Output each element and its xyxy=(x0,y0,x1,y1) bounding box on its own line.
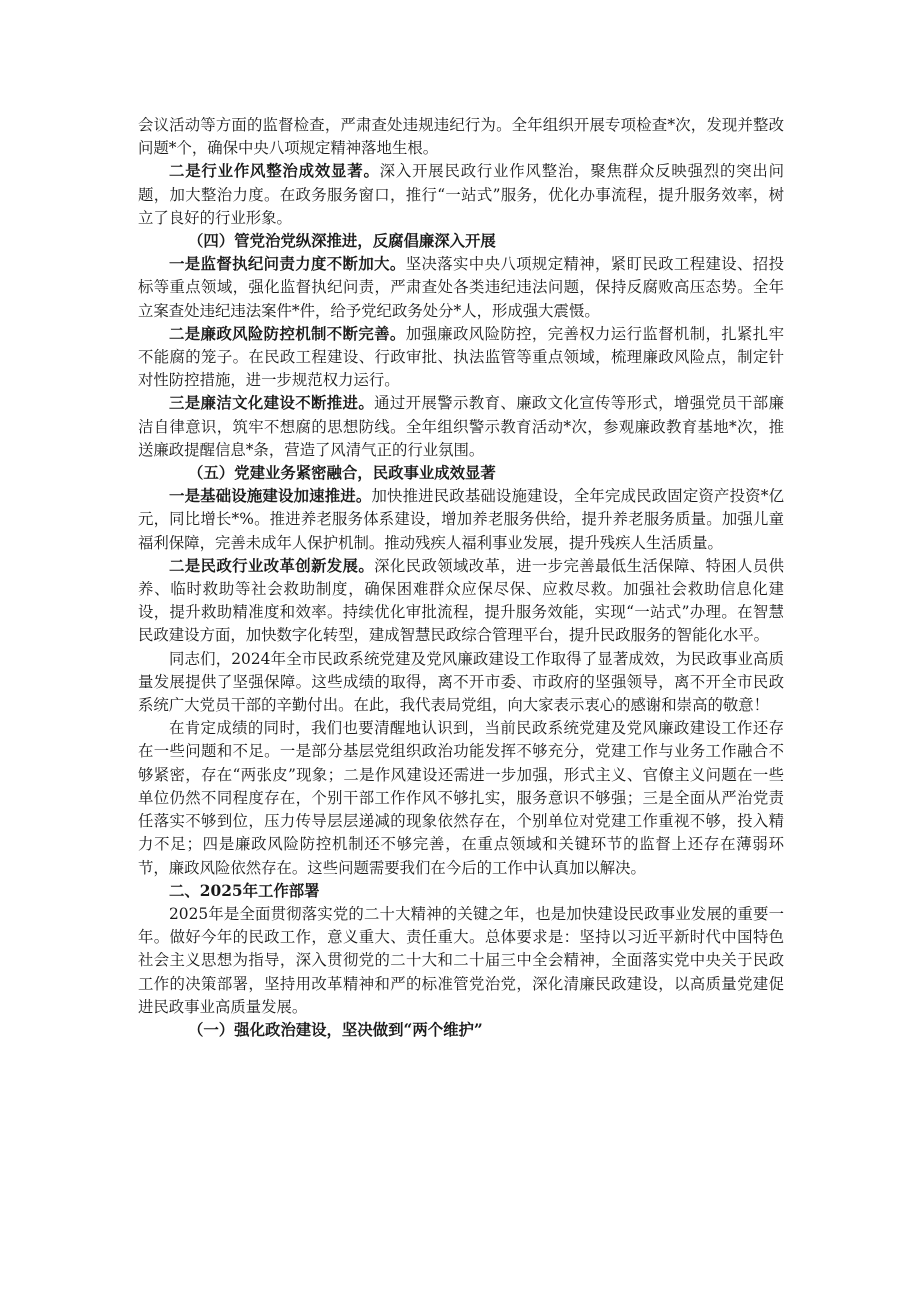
paragraph-text: 坚决落实中央八项规定精神，紧盯民政工程建设、招投标等重点领域，强化监督执纪问责，严肃查处各类违纪违法问题，保持反腐败高压态势。全年立案查处违纪违法案件*件，给予党纪政务处分*人，形成强大震慑。 xyxy=(138,255,784,320)
paragraph-lead: 二是廉政风险防控机制不断完善。 xyxy=(169,324,406,343)
paragraph-supervision xyxy=(138,253,784,323)
paragraph-reform xyxy=(138,555,784,648)
paragraph-thanks: 同志们，2024年全市民政系统党建及党风廉政建设工作取得了显著成效，为民政事业高质量发展提供了坚强保障。这些成绩的取得，离不开市委、市政府的坚强领导，离不开全市民政系统广大党员干部的辛勤付出。在此，我代表局党组，向大家表示衷心的感谢和崇高的敬意！ xyxy=(138,649,784,715)
paragraph-text: 深入开展民政行业作风整治，聚焦群众反映强烈的突出问题，加大整治力度。在政务服务窗口，推行“一站式”服务，优化办事流程，提升服务效率，树立了良好的行业形象。 xyxy=(138,162,784,227)
paragraph-lead: 一是基础设施建设加速推进。 xyxy=(169,487,372,506)
paragraph-lead: 三是廉洁文化建设不断推进。 xyxy=(169,394,375,413)
paragraph-infrastructure xyxy=(138,485,784,555)
paragraph-lead: 二是民政行业改革创新发展。 xyxy=(169,556,375,575)
document-body xyxy=(138,114,784,1042)
paragraph-lead: 二是行业作风整治成效显著。 xyxy=(169,162,380,181)
paragraph-text: 深化民政领域改革，进一步完善最低生活保障、特困人员供养、临时救助等社会救助制度，确保困难群众应保尽保、应救尽救。加强社会救助信息化建设，提升救助精准度和效率。持续优化审批流程，提升服务效能，实现“一站式”办理。在智慧民政建设方面，加快数字化转型，建成智慧民政综合管理平台，提升民政服务的智能化水平。 xyxy=(138,556,784,645)
section-heading-1: （一）强化政治建设，坚决做到“两个维护” xyxy=(188,1020,483,1039)
section-heading-4: （四）管党治党纵深推进，反腐倡廉深入开展 xyxy=(188,232,496,251)
paragraph-requirements: 2025年是全面贯彻落实党的二十大精神的关键之年，也是加快建设民政事业发展的重要一年。做好今年的民政工作，意义重大、责任重大。总体要求是：坚持以习近平新时代中国特色社会主义思想为指导，深入贯彻党的二十大和二十届三中全会精神，全面落实党中央关于民政工作的决策部署，坚持用改革精神和严的标准管党治党，深化清廉民政建设，以高质量党建促进民政事业高质量发展。 xyxy=(138,904,784,1016)
paragraph-lead: 一是监督执纪问责力度不断加大。 xyxy=(169,255,406,274)
paragraph-text: 加快推进民政基础设施建设，全年完成民政固定资产投资*亿元，同比增长*%。推进养老服务体系建设，增加养老服务供给，提升养老服务质量。加强儿童福利保障，完善未成年人保护机制。推动残疾人福利事业发展，提升残疾人生活质量。 xyxy=(138,487,784,552)
paragraph-risk-control xyxy=(138,323,784,393)
paragraph-problems: 在肯定成绩的同时，我们也要清醒地认识到，当前民政系统党建及党风廉政建设工作还存在一些问题和不足。一是部分基层党组织政治功能发挥不够充分，党建工作与业务工作融合不够紧密，存在“两张皮”现象；二是作风建设还需进一步加强，形式主义、官僚主义问题在一些单位仍然不同程度存在，个别干部工作作风不够扎实，服务意识不够强；三是全面从严治党责任落实不够到位，压力传导层层递减的现象依然存在，个别单位对党建工作重视不够，投入精力不足；四是廉政风险防控机制还不够完善，在重点领域和关键环节的监督上还存在薄弱环节，廉政风险依然存在。这些问题需要我们在今后的工作中认真加以解决。 xyxy=(138,719,784,877)
chapter-heading-2025: 二、2025年工作部署 xyxy=(169,881,320,900)
paragraph-industry-style xyxy=(138,160,784,230)
paragraph-integrity-culture xyxy=(138,392,784,462)
section-heading-5: （五）党建业务紧密融合，民政事业成效显著 xyxy=(188,464,496,483)
paragraph-text: 加强廉政风险防控，完善权力运行监督机制，扎紧扎牢不能腐的笼子。在民政工程建设、行政审批、执法监管等重点领域，梳理廉政风险点，制定针对性防控措施，进一步规范权力运行。 xyxy=(138,324,784,390)
paragraph-text: 通过开展警示教育、廉政文化宣传等形式，增强党员干部廉洁自律意识，筑牢不想腐的思想防线。全年组织警示教育活动*次，参观廉政教育基地*次，推送廉政提醒信息*条，营造了风清气正的行业氛围。 xyxy=(138,394,784,459)
paragraph-continuation: 会议活动等方面的监督检查，严肃查处违规违纪行为。全年组织开展专项检查*次，发现并整改问题*个，确保中央八项规定精神落地生根。 xyxy=(138,116,784,158)
